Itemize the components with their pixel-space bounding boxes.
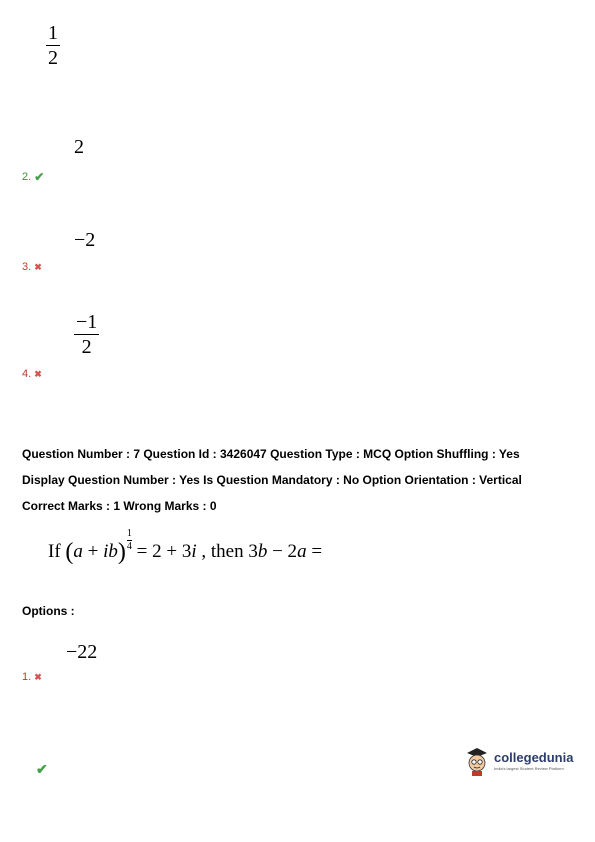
checkmark-icon: ✔ [36, 761, 48, 777]
cross-icon: ✖ [34, 671, 42, 682]
option-value: 2 [74, 136, 84, 158]
question-meta-line: Correct Marks : 1 Wrong Marks : 0 [22, 499, 217, 513]
fraction-denominator: 2 [48, 47, 58, 69]
mascot-icon [464, 746, 490, 776]
question-meta-line: Question Number : 7 Question Id : 3426047 Question Type : MCQ Option Shuffling : Yes [22, 447, 520, 461]
fraction-numerator: 1 [48, 22, 58, 44]
option-number: 3. [22, 261, 32, 273]
question-meta-line: Display Question Number : Yes Is Question Mandatory : No Option Orientation : Vertical [22, 473, 522, 487]
coef-3: 3 [248, 541, 258, 562]
option-number-wrong [22, 671, 42, 683]
var-i: i [191, 541, 197, 562]
exponent-denominator: 4 [126, 540, 132, 552]
var-ib: ib [103, 541, 118, 562]
question-prefix: If [48, 541, 61, 562]
collegedunia-logo [464, 746, 573, 776]
rhs: = 2 + 3 [131, 541, 192, 562]
equals-sign: = [306, 541, 323, 562]
exponent-numerator: 1 [126, 527, 132, 539]
minus-2: − 2 [267, 541, 298, 562]
then-text: , then [196, 541, 249, 562]
logo-name: collegedunia [494, 750, 574, 765]
fraction-denominator: 2 [81, 336, 92, 358]
var-a: a [73, 541, 83, 562]
open-paren: ( [65, 539, 74, 565]
options-label: Options : [22, 604, 75, 618]
option-value: −22 [66, 641, 98, 663]
option-number-wrong [22, 261, 42, 273]
cross-icon: ✖ [34, 261, 42, 272]
fraction-numerator: −1 [76, 311, 98, 333]
close-paren: ) [117, 539, 126, 565]
plus-sign: + [82, 541, 104, 562]
option-number: 1. [22, 671, 32, 683]
var-a: a [297, 541, 307, 562]
question-text [48, 527, 323, 565]
var-b: b [257, 541, 268, 562]
option-number: 4. [22, 368, 32, 380]
exponent-fraction [127, 529, 132, 552]
question-meta [22, 441, 522, 519]
cross-icon: ✖ [34, 368, 42, 379]
previous-option-fraction [46, 22, 60, 68]
option-value: −2 [74, 229, 96, 251]
option-value-fraction [74, 311, 99, 357]
option-number-wrong [22, 368, 42, 380]
logo-tagline: India's largest Student Review Platform [494, 766, 564, 771]
checkmark-icon: ✔ [34, 170, 45, 184]
option-number-correct [22, 170, 44, 184]
option-number: 2. [22, 171, 32, 183]
